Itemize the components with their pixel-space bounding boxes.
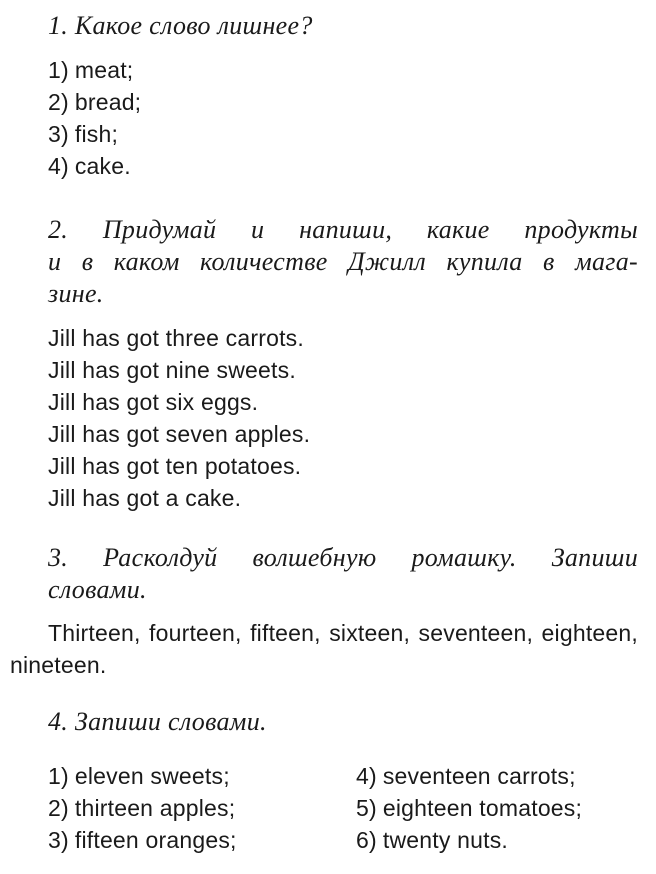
task-2-sentence: Jill has got a cake. xyxy=(48,485,242,511)
task-4-item xyxy=(356,824,582,856)
item-text: twenty nuts. xyxy=(382,827,508,853)
task-4-title: 4. Запиши словами. xyxy=(48,707,267,736)
task-2-sentence: Jill has got six eggs. xyxy=(48,389,259,415)
item-number: 6) xyxy=(356,827,377,853)
option-number: 1) xyxy=(48,57,69,83)
task-1-option xyxy=(48,118,141,150)
option-text: bread; xyxy=(74,89,142,115)
item-number: 1) xyxy=(48,763,69,789)
item-text: thirteen apples; xyxy=(74,795,236,821)
item-text: eleven sweets; xyxy=(74,763,230,789)
task-4-item xyxy=(356,792,582,824)
task-1-options xyxy=(48,54,141,182)
item-number: 3) xyxy=(48,827,69,853)
task-4-right-column xyxy=(356,760,582,856)
task-2-title-line-2: и в каком количестве Джилл купила в мага- xyxy=(48,247,638,276)
item-text: eighteen tomatoes; xyxy=(382,795,583,821)
task-3-answer: Thirteen, fourteen, fifteen, sixteen, seventeen, eighteen, nineteen. xyxy=(10,620,638,678)
task-4-left-column xyxy=(48,760,237,856)
item-number: 2) xyxy=(48,795,69,821)
task-2-sentences xyxy=(48,322,310,514)
option-number: 4) xyxy=(48,153,69,179)
item-text: seventeen carrots; xyxy=(382,763,576,789)
task-3-title xyxy=(48,542,638,606)
task-1-option xyxy=(48,54,141,86)
item-number: 4) xyxy=(356,763,377,789)
task-2-sentence: Jill has got nine sweets. xyxy=(48,357,296,383)
task-2-title-line-1: 2. Придумай и напиши, какие продукты xyxy=(48,215,638,244)
task-3-title-line-1: 3. Расколдуй волшебную ромашку. Запиши xyxy=(48,543,638,572)
task-2-sentence: Jill has got three carrots. xyxy=(48,325,304,351)
task-4-item xyxy=(48,792,237,824)
option-text: meat; xyxy=(74,57,134,83)
task-2-title-line-3: зине. xyxy=(48,279,104,308)
task-1-title: 1. Какое слово лишнее? xyxy=(48,11,313,40)
task-1-option xyxy=(48,86,141,118)
task-4-item xyxy=(48,760,237,792)
task-2-title xyxy=(48,214,638,310)
task-3-title-line-2: словами. xyxy=(48,575,147,604)
item-number: 5) xyxy=(356,795,377,821)
task-2-sentence: Jill has got ten potatoes. xyxy=(48,453,302,479)
task-4-item xyxy=(48,824,237,856)
item-text: fifteen oranges; xyxy=(74,827,237,853)
option-number: 2) xyxy=(48,89,69,115)
option-text: cake. xyxy=(74,153,131,179)
option-text: fish; xyxy=(74,121,119,147)
task-4-item xyxy=(356,760,582,792)
task-1-option xyxy=(48,150,141,182)
option-number: 3) xyxy=(48,121,69,147)
task-2-sentence: Jill has got seven apples. xyxy=(48,421,311,447)
